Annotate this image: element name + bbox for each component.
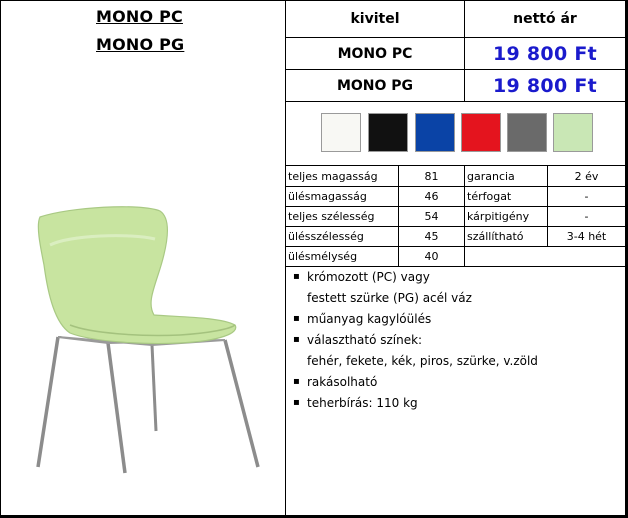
spec-value-teljes-magassag: 81 [424, 169, 439, 183]
grid-line [398, 166, 399, 266]
bullet-icon: ▪ [293, 313, 300, 324]
grid-line [286, 186, 625, 187]
spec-value-teljes-szelesseg: 54 [424, 209, 439, 223]
model-pc: MONO PC [337, 45, 413, 62]
spec-label-ulesmelyseg: ülésmélység [288, 249, 358, 263]
bullet-icon: ▪ [293, 271, 300, 282]
title-mono-pg: MONO PG [96, 35, 185, 54]
grid-line [286, 206, 625, 207]
price-pc: 19 800 Ft [492, 42, 598, 65]
spec-label-ulesmagassag: ülésmagasság [288, 189, 367, 203]
spec-value-ulesmelyseg: 40 [424, 249, 439, 263]
spec-label-karpitigeny: kárpitigény [467, 209, 530, 223]
swatch-red [461, 113, 501, 152]
spec-value-terfogat: - [584, 189, 589, 203]
feature-load: teherbírás: 110 kg [307, 396, 418, 410]
grid-line [286, 226, 625, 227]
title-mono-pc: MONO PC [96, 7, 183, 26]
bullet-icon: ▪ [293, 334, 300, 345]
spec-label-teljes-szelesseg: teljes szélesség [288, 209, 375, 223]
grid-line [464, 166, 465, 266]
swatch-white [321, 113, 361, 152]
spec-value-ulesszelesseg: 45 [424, 229, 439, 243]
spec-label-garancia: garancia [467, 169, 515, 183]
feature-stackable: rakásolható [307, 375, 378, 389]
bullet-icon: ▪ [293, 376, 300, 387]
grid-line [286, 101, 625, 102]
grid-line [547, 166, 548, 246]
feature-frame: krómozott (PC) vagy [307, 270, 430, 284]
grid-line [286, 246, 625, 247]
feature-color-list: fehér, fekete, kék, piros, szürke, v.zöld [307, 354, 538, 368]
spec-label-teljes-magassag: teljes magasság [288, 169, 378, 183]
spec-value-garancia: 2 év [574, 169, 599, 183]
swatch-blue [415, 113, 455, 152]
feature-colors: választható színek: [307, 333, 423, 347]
swatch-light-green [553, 113, 593, 152]
spec-value-ulesmagassag: 46 [424, 189, 439, 203]
chair-photo [30, 205, 270, 475]
header-netto-ar: nettó ár [513, 11, 577, 27]
spec-label-ulesszelesseg: ülésszélesség [288, 229, 364, 243]
swatch-grey [507, 113, 547, 152]
bullet-icon: ▪ [293, 397, 300, 408]
swatch-black [368, 113, 408, 152]
feature-frame-cont: festett szürke (PG) acél váz [307, 291, 472, 305]
grid-line [286, 266, 625, 267]
spec-label-terfogat: térfogat [467, 189, 512, 203]
header-kivitel: kivitel [350, 11, 400, 27]
spec-label-szallithato: szállítható [467, 229, 524, 243]
frame-left [0, 0, 1, 518]
price-pg: 19 800 Ft [492, 74, 598, 97]
feature-shell: műanyag kagylóülés [307, 312, 432, 326]
spec-value-szallithato: 3-4 hét [566, 229, 607, 243]
model-pg: MONO PG [336, 77, 414, 94]
spec-value-karpitigeny: - [584, 209, 589, 223]
